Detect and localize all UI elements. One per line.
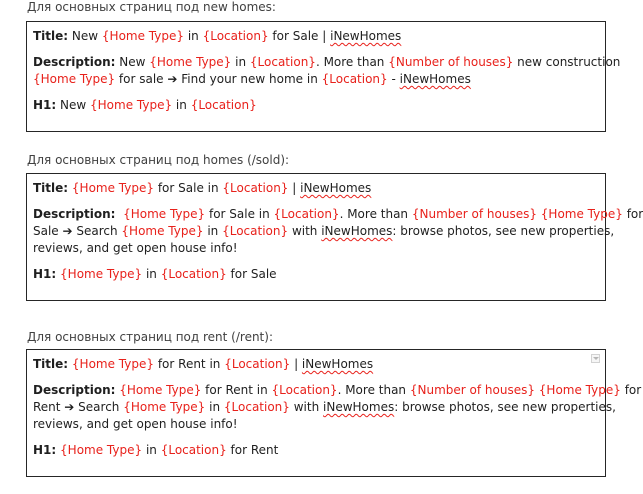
text-segment: for Rent — [226, 443, 279, 457]
placeholder-location: {Location} — [222, 181, 289, 195]
template-box-homes-sold[interactable] — [26, 173, 643, 301]
text-segment: Rent ➔ Search — [33, 400, 124, 414]
text-segment: reviews, and get open house info! — [33, 241, 238, 255]
brand-inewhomes: iNewHomes — [300, 181, 372, 195]
text-segment: for Sale — [226, 267, 277, 281]
title-line — [33, 356, 599, 373]
text-segment: for Sale in — [154, 181, 223, 195]
placeholder-location: {Location} — [160, 443, 227, 457]
description-label: Description: — [33, 55, 116, 69]
text-segment: New — [115, 55, 150, 69]
text-segment: in — [205, 400, 224, 414]
description-block — [33, 382, 642, 433]
dropdown-arrow-icon[interactable] — [591, 354, 600, 363]
template-box-new-homes[interactable] — [26, 21, 621, 132]
description-block — [33, 54, 621, 88]
section-heading-homes-sold: Для основных страниц под homes (/sold): — [27, 153, 290, 167]
text-segment: for Sale | — [268, 29, 331, 43]
placeholder-home-type: {Home Type} — [71, 357, 155, 371]
h1-label: H1: — [33, 98, 57, 112]
text-segment: for — [622, 207, 643, 221]
brand-inewhomes: iNewHomes — [330, 29, 402, 43]
placeholder-location: {Location} — [273, 207, 340, 221]
text-segment: . More than — [315, 55, 389, 69]
text-segment: for Rent in — [154, 357, 225, 371]
template-box-rent[interactable] — [26, 349, 642, 477]
placeholder-location: {Location} — [202, 29, 269, 43]
brand-inewhomes: iNewHomes — [321, 224, 393, 238]
placeholder-home-type: {Home Type} — [538, 383, 621, 397]
text-segment: | — [288, 181, 301, 195]
title-label: Title: — [33, 29, 69, 43]
text-segment: Sale ➔ Search — [33, 224, 122, 238]
text-segment: : browse photos, see new properties, — [394, 400, 616, 414]
placeholder-home-type: {Home Type} — [540, 207, 623, 221]
text-segment: - — [387, 72, 400, 86]
text-segment: in — [172, 98, 191, 112]
placeholder-home-type: {Home Type} — [60, 267, 143, 281]
h1-line — [33, 97, 599, 114]
placeholder-number-of-houses: {Number of houses} — [388, 55, 514, 69]
brand-inewhomes: iNewHomes — [323, 400, 395, 414]
title-label: Title: — [33, 357, 69, 371]
text-segment: : browse photos, see new properties, — [392, 224, 615, 238]
text-segment: in — [142, 443, 161, 457]
h1-line — [33, 442, 599, 459]
placeholder-home-type: {Home Type} — [60, 443, 143, 457]
description-block — [33, 206, 643, 257]
h1-label: H1: — [33, 443, 57, 457]
placeholder-number-of-houses: {Number of houses} — [411, 207, 537, 221]
text-segment: . More than — [337, 383, 410, 397]
text-segment: in — [203, 224, 223, 238]
placeholder-home-type: {Home Type} — [101, 29, 184, 43]
text-segment: . More than — [339, 207, 412, 221]
placeholder-home-type: {Home Type} — [123, 207, 206, 221]
title-line — [33, 180, 599, 197]
section-heading-rent: Для основных страниц под rent (/rent): — [27, 330, 273, 344]
h1-line — [33, 266, 599, 283]
text-segment: new construction — [513, 55, 621, 69]
text-segment: New — [68, 29, 102, 43]
placeholder-home-type: {Home Type} — [90, 98, 173, 112]
placeholder-location: {Location} — [224, 357, 291, 371]
description-label: Description: — [33, 383, 116, 397]
placeholder-location: {Location} — [271, 383, 338, 397]
text-segment: in — [142, 267, 161, 281]
text-segment: for — [620, 383, 642, 397]
text-segment: with — [288, 224, 322, 238]
title-label: Title: — [33, 181, 69, 195]
placeholder-home-type: {Home Type} — [71, 181, 155, 195]
text-segment: with — [289, 400, 324, 414]
text-segment: in — [231, 55, 250, 69]
placeholder-location: {Location} — [190, 98, 257, 112]
text-segment: New — [56, 98, 91, 112]
text-segment: for Sale in — [205, 207, 274, 221]
title-line — [33, 28, 599, 45]
placeholder-home-type: {Home Type} — [33, 72, 116, 86]
section-heading-new-homes: Для основных страниц под new homes: — [27, 0, 276, 14]
placeholder-home-type: {Home Type} — [121, 224, 204, 238]
brand-inewhomes: iNewHomes — [399, 72, 471, 86]
placeholder-location: {Location} — [321, 72, 388, 86]
placeholder-home-type: {Home Type} — [119, 383, 202, 397]
text-segment: in — [184, 29, 203, 43]
placeholder-location: {Location} — [223, 400, 290, 414]
placeholder-location: {Location} — [249, 55, 316, 69]
text-segment: for Rent in — [201, 383, 272, 397]
text-segment: | — [290, 357, 302, 371]
text-segment: for sale ➔ Find your new home in — [115, 72, 322, 86]
text-segment: reviews, and get open house info! — [33, 417, 238, 431]
placeholder-location: {Location} — [222, 224, 289, 238]
h1-label: H1: — [33, 267, 57, 281]
placeholder-location: {Location} — [160, 267, 227, 281]
placeholder-number-of-houses: {Number of houses} — [409, 383, 535, 397]
placeholder-home-type: {Home Type} — [123, 400, 206, 414]
placeholder-home-type: {Home Type} — [149, 55, 232, 69]
description-label: Description: — [33, 207, 116, 221]
brand-inewhomes: iNewHomes — [301, 357, 374, 371]
